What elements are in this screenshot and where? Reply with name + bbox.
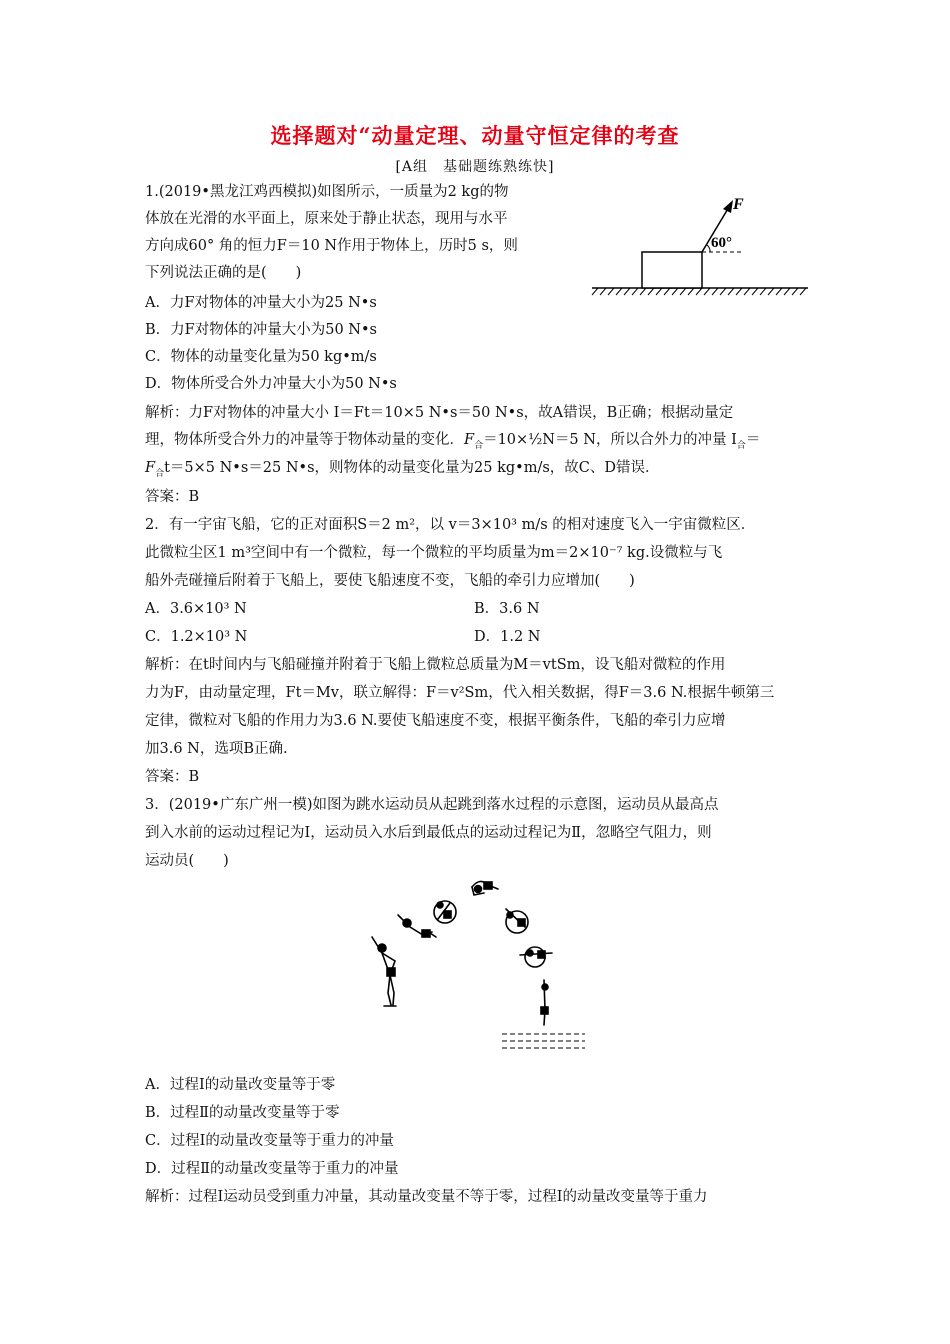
q1-option-c: C．物体的动量变化量为50 kg•m/s [145,349,377,365]
q1-figure-block-diagram [590,195,810,300]
q3-stem-line1: 3．(2019•广东广州一模)如图为跳水运动员从起跳到落水过程的示意图，运动员从最高点 [145,797,719,813]
q1-analysis-text-b: ＝10× [483,432,529,448]
q3-stem-line2: 到入水前的运动过程记为Ⅰ，运动员入水后到最低点的运动过程记为Ⅱ，忽略空气阻力，则 [145,825,712,841]
q3-option-c: C．过程Ⅰ的动量改变量等于重力的冲量 [145,1133,394,1149]
q1-analysis-eq: ＝ [745,432,761,448]
diver-pose-3 [434,901,456,923]
q1-analysis-f2: F [145,460,156,476]
q1-analysis-text-c: N＝5 N，所以合外力的冲量 I [542,432,737,448]
q1-analysis-text-a: 理，物体所受合外力的冲量等于物体动量的变化． [145,432,464,448]
q1-option-b: B．力F对物体的冲量大小为50 N•s [145,322,377,338]
q1-option-d: D．物体所受合外力冲量大小为50 N•s [145,376,397,392]
q2-analysis-line4: 加3.6 N，选项B正确. [145,741,288,757]
q1-option-a: A．力F对物体的冲量大小为25 N•s [145,295,377,311]
q2-option-a: A．3.6×10³ N [145,601,247,617]
q2-option-d: D．1.2 N [474,629,541,645]
q1-analysis-line3 [145,458,660,478]
q1-analysis-text-d: t＝5×5 N•s＝25 N•s，则物体的动量变化量为25 kg•m/s，故C、D错误． [164,460,660,476]
diver-pose-6 [520,947,552,967]
q3-analysis-line1: 解析：过程Ⅰ运动员受到重力冲量，其动量改变量不等于零，过程Ⅰ的动量改变量等于重力 [145,1189,708,1205]
q1-analysis-he-1: 合 [474,440,484,451]
q3-option-a: A．过程Ⅰ的动量改变量等于零 [145,1077,336,1093]
page-title: 选择题对“动量定理、动量守恒定律的考查 [270,123,680,148]
water-surface [502,1034,585,1048]
diver-pose-1 [372,937,396,1006]
q2-stem-line2: 此微粒尘区1 m³空间中有一个微粒，每一个微粒的平均质量为m＝2×10⁻⁷ kg.设微粒与飞 [145,545,723,561]
q2-stem-line3: 船外壳碰撞后附着于飞船上，要使飞船速度不变，飞船的牵引力应增加( ) [145,573,635,589]
q2-option-c: C．1.2×10³ N [145,629,248,645]
q1-force-label: F [733,196,744,213]
q1-analysis-half: ½ [528,432,543,448]
q1-stem-line2: 体放在光滑的水平面上，原来处于静止状态，现用与水平 [145,211,508,227]
diver-pose-4 [472,881,498,895]
q3-option-b: B．过程Ⅱ的动量改变量等于零 [145,1105,340,1121]
q1-stem-line3: 方向成60° 角的恒力F＝10 N作用于物体上，历时5 s，则 [145,238,518,254]
diver-pose-5 [506,909,528,933]
q3-stem-line3: 运动员( ) [145,853,229,869]
q1-angle-label: 60° [711,235,732,251]
q1-stem-line1: 1.(2019•黑龙江鸡西模拟)如图所示，一质量为2 kg的物 [145,184,509,200]
q1-analysis-f: F [464,432,475,448]
q1-analysis-he-3: 合 [155,468,165,479]
q2-answer: 答案：B [145,769,200,785]
q2-analysis-line2: 力为F，由动量定理，Ft＝Mv，联立解得：F＝v²Sm，代入相关数据，得F＝3.6 N.根据牛顿第三 [145,685,775,701]
q1-analysis-he-2: 合 [736,440,746,451]
q3-option-d: D．过程Ⅱ的动量改变量等于重力的冲量 [145,1161,399,1177]
q2-analysis-line3: 定律，微粒对飞船的作用力为3.6 N.要使飞船速度不变，根据平衡条件，飞船的牵引力应增 [145,713,726,729]
section-subtitle: [A组 基础题练熟练快] [395,159,555,175]
q1-answer: 答案：B [145,489,200,505]
q1-block [642,252,702,288]
q1-analysis-line1: 解析：力F对物体的冲量大小 I＝Ft＝10×5 N•s＝50 N•s，故A错误，B正确；根据动量定 [145,405,734,421]
q2-option-b: B．3.6 N [474,601,540,617]
q3-diver-figure [360,875,600,1065]
q2-stem-line1: 2．有一宇宙飞船，它的正对面积S＝2 m²，以 v＝3×10³ m/s 的相对速度飞入一宇宙微粒区． [145,517,756,533]
q2-analysis-line1: 解析：在t时间内与飞船碰撞并附着于飞船上微粒总质量为M＝vtSm，设飞船对微粒的作用 [145,657,726,673]
q1-stem-line4: 下列说法正确的是( ) [145,265,302,281]
diver-pose-7 [541,980,548,1025]
q1-analysis-line2 [145,430,760,450]
diver-pose-2 [398,915,436,937]
